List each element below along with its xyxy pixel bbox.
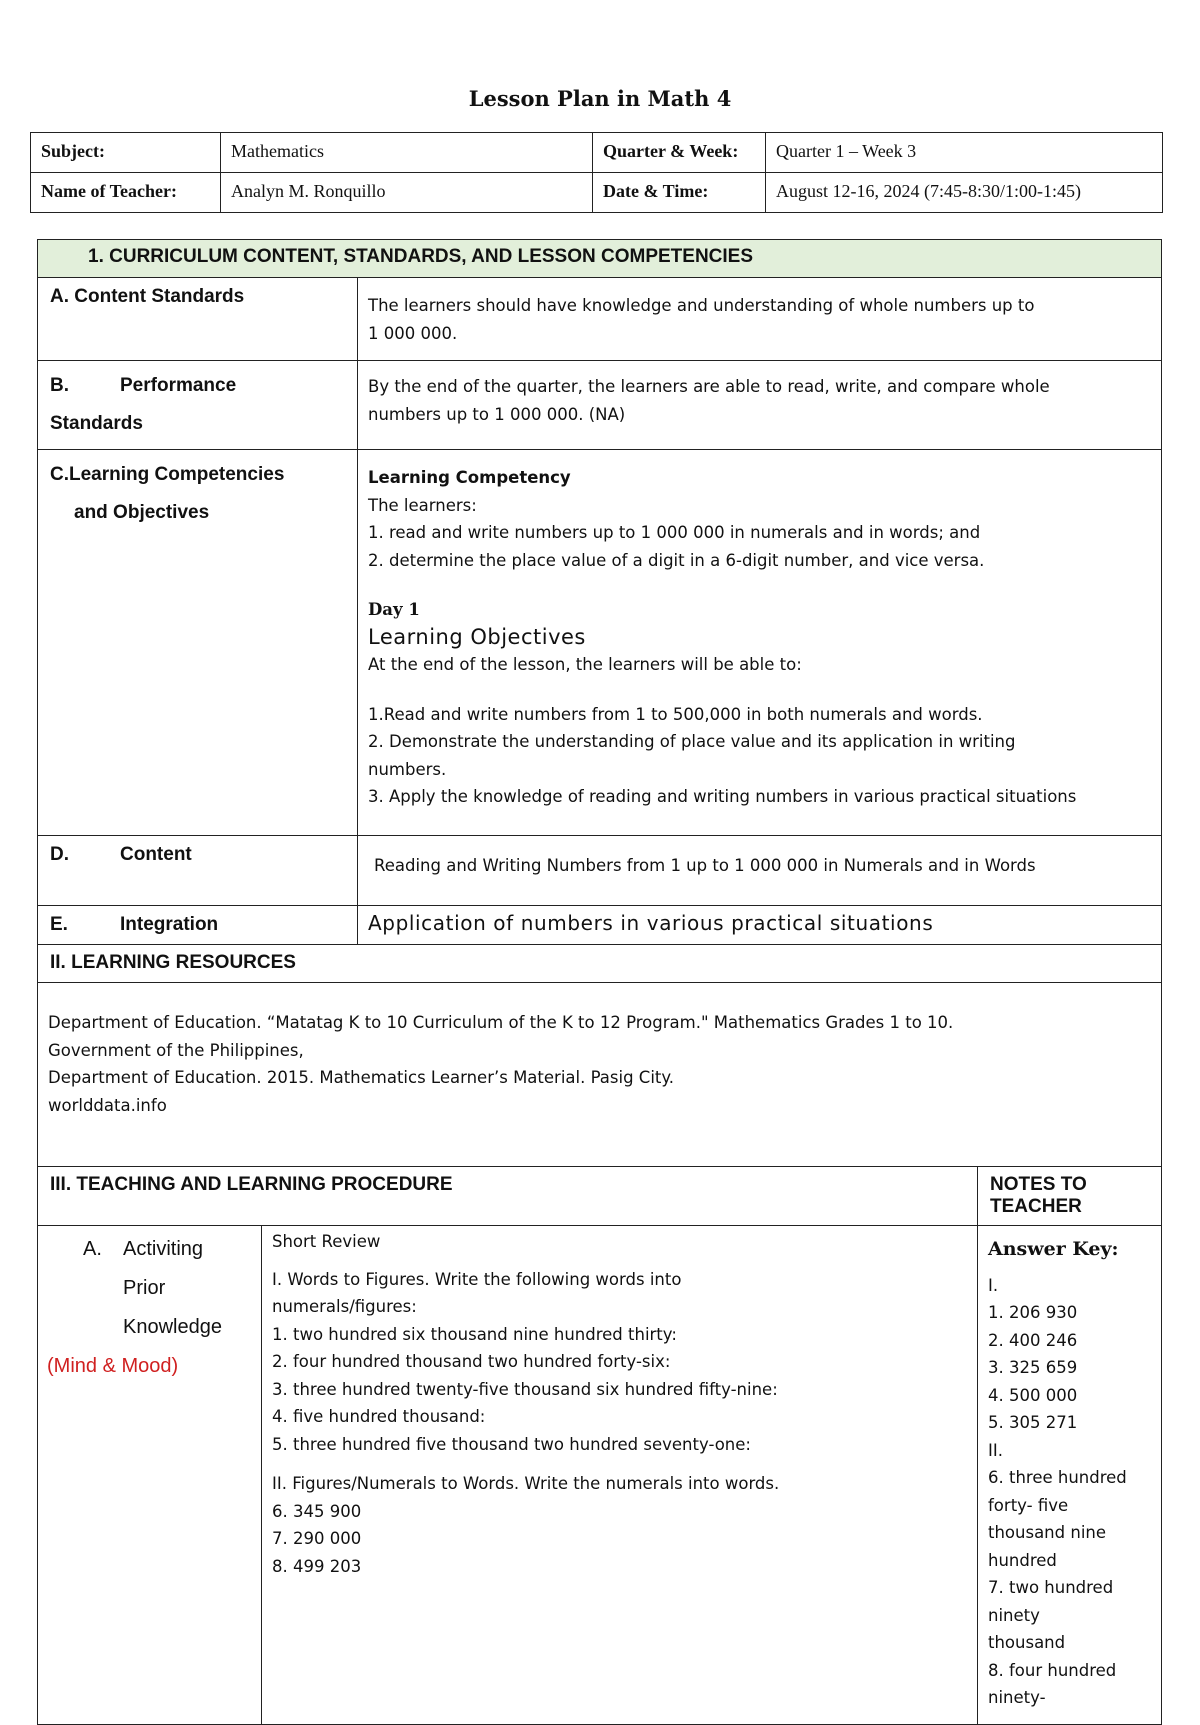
datetime-label: Date & Time: [593, 173, 766, 213]
competency-item-1: 1. read and write numbers up to 1 000 000 in numerals and in words; and [368, 523, 981, 542]
document-title: Lesson Plan in Math 4 [468, 86, 732, 111]
performance-line-2: numbers up to 1 000 000. (NA) [368, 404, 626, 424]
objective-item-2-cont: numbers. [368, 759, 447, 779]
standards-word: Standards [50, 413, 143, 434]
reference-2: Government of the Philippines, [48, 1040, 304, 1060]
competency-title: Learning Competency [368, 468, 571, 487]
objectives-intro: At the end of the lesson, the learners will be able to: [368, 655, 802, 674]
answer-2: 2. 400 246 [988, 1330, 1078, 1350]
integration-word: Integration [120, 914, 219, 935]
competencies-text [358, 450, 1162, 836]
content-standards-label: A. Content Standards [38, 278, 358, 361]
answer-4: 4. 500 000 [988, 1385, 1078, 1405]
performance-standards-text [358, 361, 1162, 450]
competencies-label-line-1: C.Learning Competencies [50, 464, 285, 485]
content-standards-line-2: 1 000 000. [368, 323, 458, 343]
performance-letter: B. [50, 375, 69, 396]
teacher-value: Analyn M. Ronquillo [221, 173, 593, 213]
reference-4: worlddata.info [48, 1095, 167, 1115]
reference-3: Department of Education. 2015. Mathematics Learner’s Material. Pasig City. [48, 1068, 675, 1087]
content-standards-line-1: The learners should have knowledge and understanding of whole numbers up to [368, 296, 1035, 315]
answer-key [978, 1226, 1162, 1725]
question-5: 5. three hundred five thousand two hundred seventy-one: [272, 1434, 751, 1454]
resources-text [38, 983, 1162, 1167]
answer-6-cont: thousand nine hundred [988, 1523, 1107, 1570]
objective-item-2: 2. Demonstrate the understanding of place value and its application in writing [368, 732, 1016, 751]
quarter-label: Quarter & Week: [593, 133, 766, 173]
content-label [38, 836, 358, 906]
step-a-line-3: Knowledge [123, 1316, 222, 1338]
performance-word: Performance [120, 375, 237, 396]
performance-line-1: By the end of the quarter, the learners are able to read, write, and compare whole [368, 377, 1050, 396]
short-review [262, 1226, 978, 1725]
answer-part-2: II. [988, 1440, 1003, 1460]
part-1-instruction: I. Words to Figures. Write the following words into [272, 1269, 682, 1289]
section-2-title: II. LEARNING RESOURCES [38, 945, 1162, 983]
step-a-line-1: Activiting [123, 1238, 204, 1260]
day-label: Day 1 [368, 600, 420, 619]
content-word: Content [120, 844, 192, 865]
answer-8: 8. four hundred ninety- [988, 1660, 1117, 1707]
answer-3: 3. 325 659 [988, 1358, 1078, 1377]
teacher-label: Name of Teacher: [31, 173, 221, 213]
integration-text: Application of numbers in various practical situations [358, 906, 1162, 945]
question-7: 7. 290 000 [272, 1529, 362, 1548]
lesson-table [37, 239, 1162, 1725]
mind-mood-tag: (Mind & Mood) [47, 1355, 179, 1377]
datetime-value: August 12-16, 2024 (7:45-8:30/1:00-1:45) [766, 173, 1163, 213]
competencies-label-line-2: and Objectives [74, 502, 210, 523]
answer-7: 7. two hundred ninety [988, 1578, 1114, 1625]
question-4: 4. five hundred thousand: [272, 1407, 486, 1426]
content-standards-text [358, 278, 1162, 361]
performance-standards-label [38, 361, 358, 450]
notes-title: NOTES TO TEACHER [978, 1167, 1162, 1226]
competencies-label [38, 450, 358, 836]
question-6: 6. 345 900 [272, 1501, 362, 1521]
content-text: Reading and Writing Numbers from 1 up to 1 000 000 in Numerals and in Words [358, 836, 1162, 906]
section-1-title: 1. CURRICULUM CONTENT, STANDARDS, AND LESSON COMPETENCIES [38, 240, 1162, 278]
quarter-value: Quarter 1 – Week 3 [766, 133, 1163, 173]
step-a-letter: A. [83, 1238, 102, 1260]
answer-key-title: Answer Key: [988, 1238, 1119, 1260]
step-a-line-2: Prior [123, 1277, 166, 1299]
review-title: Short Review [272, 1232, 381, 1251]
competency-intro: The learners: [368, 495, 477, 515]
integration-label [38, 906, 358, 945]
answer-6: 6. three hundred forty- five [988, 1468, 1127, 1515]
question-1: 1. two hundred six thousand nine hundred thirty: [272, 1324, 677, 1344]
objectives-title: Learning Objectives [368, 624, 586, 649]
header-table [30, 132, 1163, 213]
answer-part-1: I. [988, 1275, 999, 1295]
subject-value: Mathematics [221, 133, 593, 173]
question-8: 8. 499 203 [272, 1556, 362, 1576]
part-2-instruction: II. Figures/Numerals to Words. Write the numerals into words. [272, 1474, 780, 1493]
objective-item-3: 3. Apply the knowledge of reading and writing numbers in various practical situations [368, 787, 1077, 806]
reference-1: Department of Education. “Matatag K to 10 Curriculum of the K to 12 Program." Mathematics Grades 1 to 10. [48, 1013, 954, 1032]
activating-prior-knowledge [38, 1226, 262, 1725]
question-2: 2. four hundred thousand two hundred forty-six: [272, 1352, 671, 1371]
content-letter: D. [50, 844, 69, 865]
part-1-instruction-cont: numerals/figures: [272, 1297, 417, 1316]
integration-letter: E. [50, 914, 68, 935]
subject-label: Subject: [31, 133, 221, 173]
answer-5: 5. 305 271 [988, 1413, 1078, 1432]
question-3: 3. three hundred twenty-five thousand six hundred fifty-nine: [272, 1379, 778, 1399]
competency-item-2: 2. determine the place value of a digit in a 6-digit number, and vice versa. [368, 550, 985, 570]
answer-1: 1. 206 930 [988, 1303, 1078, 1322]
objective-item-1: 1.Read and write numbers from 1 to 500,000 in both numerals and words. [368, 704, 983, 724]
answer-7-cont: thousand [988, 1633, 1066, 1652]
section-3-title: III. TEACHING AND LEARNING PROCEDURE [38, 1167, 978, 1226]
